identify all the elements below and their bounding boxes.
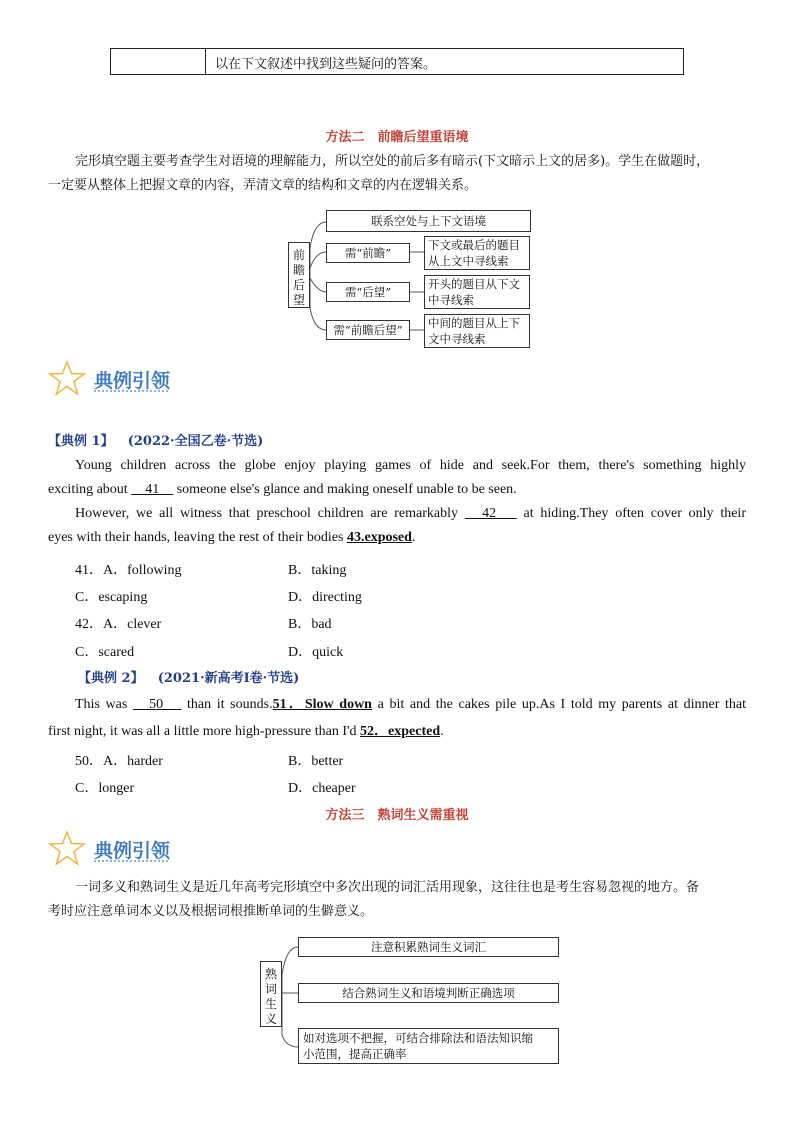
passage-text: at hiding.They often cover only their <box>516 506 746 521</box>
passage-text: a bit and the cakes pile up.As I told my parents at dinner that <box>371 697 747 712</box>
banner-title: 典例引领 <box>94 370 171 392</box>
method2-para-line2: 一定要从整体上把握文章的内容，弄清文章的结构和文章的内在逻辑关系。 <box>48 178 478 193</box>
method2-title: 方法二 前瞻后望重语境 <box>325 130 469 145</box>
option-50b[interactable]: B．better <box>288 754 344 769</box>
blank-42[interactable]: 42 <box>464 506 517 521</box>
diagram1-desc-2 <box>424 275 530 309</box>
diagram1-top-box: 联系空处与上下文语境 <box>326 210 531 232</box>
option-41a[interactable]: 41．A．following <box>75 563 182 578</box>
method3-title: 方法三 熟词生义需重视 <box>325 808 469 823</box>
root-char: 瞻 <box>292 263 305 277</box>
banner-underline <box>94 390 168 392</box>
passage-text: This was <box>75 697 133 712</box>
option-41b[interactable]: B．taking <box>288 563 347 578</box>
root-char: 词 <box>264 982 277 996</box>
blank-50[interactable]: 50 <box>132 697 182 712</box>
passage-text: eyes with their hands, leaving the rest of their bodies <box>48 530 347 545</box>
table-cell-text: 以在下文叙述中找到这些疑问的答案。 <box>215 57 437 72</box>
desc-line: 中间的题目从上下 <box>428 316 520 330</box>
root-char: 义 <box>264 1012 277 1026</box>
banner-underline <box>94 860 168 862</box>
method3-diagram <box>258 935 562 1067</box>
example2-header <box>78 667 299 686</box>
item-line: 如对选项不把握，可结合排除法和语法知识缩 <box>303 1031 533 1045</box>
option-42a[interactable]: 42．A．clever <box>75 617 162 632</box>
example2-source: (2021·新高考Ⅰ卷·节选) <box>157 671 300 686</box>
diagram2-item-2: 结合熟词生义和语境判断正确选项 <box>298 983 559 1003</box>
passage-line: Young children across the globe enjoy playing games of hide and seek.For them, there's something highly <box>75 458 746 473</box>
answer-43: 43.exposed <box>346 530 412 545</box>
diagram1-label-1: 需“前瞻” <box>326 243 410 263</box>
diagram1-label-3: 需“前瞻后望” <box>326 320 410 340</box>
root-char: 前 <box>292 248 305 262</box>
option-50d[interactable]: D．cheaper <box>288 781 356 796</box>
diagram2-root <box>260 961 282 1027</box>
passage-text: . <box>411 530 416 545</box>
banner-title: 典例引领 <box>94 840 171 862</box>
diagram1-desc-3 <box>424 314 530 348</box>
root-char: 后 <box>292 278 305 292</box>
diagram1-label-2: 需“后望” <box>326 282 410 302</box>
option-41c[interactable]: C．escaping <box>75 590 148 605</box>
method2-para-line1: 完形填空题主要考查学生对语境的理解能力，所以空处的前后多有暗示(下文暗示上文的居多)。学生在做题时， <box>75 154 710 169</box>
top-table <box>110 48 684 75</box>
passage-text: . <box>440 724 444 739</box>
root-char: 熟 <box>264 967 277 981</box>
method3-paragraph <box>48 876 746 924</box>
method2-diagram <box>288 208 538 348</box>
diagram1-root <box>288 242 310 308</box>
root-char: 望 <box>292 293 305 307</box>
example2-passage <box>48 691 746 745</box>
passage-text: first night, it was all a little more high-pressure than I'd <box>48 724 361 739</box>
option-42c[interactable]: C．scared <box>75 645 135 660</box>
example1-passage <box>48 454 746 550</box>
star-icon <box>48 360 86 396</box>
desc-line: 文中寻线索 <box>428 332 486 346</box>
option-50c[interactable]: C．longer <box>75 781 135 796</box>
item-line: 小范围，提高正确率 <box>303 1047 407 1061</box>
diagram1-desc-1 <box>424 236 530 270</box>
passage-text: someone else's glance and making oneself unable to be seen. <box>173 482 517 497</box>
example2-label: 【典例 2】 <box>78 671 144 686</box>
example1-label: 【典例 1】 <box>48 434 114 449</box>
answer-52: 52．expected <box>360 724 441 739</box>
option-42b[interactable]: B．bad <box>288 617 332 632</box>
desc-line: 下文或最后的题目 <box>428 238 520 252</box>
option-42d[interactable]: D．quick <box>288 645 344 660</box>
option-50a[interactable]: 50．A．harder <box>75 754 163 769</box>
desc-line: 从上文中寻线索 <box>428 254 509 268</box>
passage-text: However, we all witness that preschool children are remarkably <box>75 506 465 521</box>
table-divider <box>205 49 206 74</box>
diagram2-item-3 <box>298 1028 559 1064</box>
option-41d[interactable]: D．directing <box>288 590 362 605</box>
passage-text: exciting about <box>48 482 132 497</box>
method3-para-line1: 一词多义和熟词生义是近几年高考完形填空中多次出现的词汇活用现象，这往往也是考生容易忽视的地方。备 <box>75 880 700 895</box>
example1-header <box>48 430 263 449</box>
diagram2-item-1: 注意积累熟词生义词汇 <box>298 937 559 957</box>
root-char: 生 <box>264 997 277 1011</box>
method2-paragraph <box>48 150 746 198</box>
passage-text: than it sounds. <box>181 697 273 712</box>
method3-para-line2: 考时应注意单词本义以及根据词根推断单词的生僻意义。 <box>48 904 374 919</box>
answer-51: 51．Slow down <box>272 697 372 712</box>
blank-41[interactable]: 41 <box>131 482 174 497</box>
star-icon <box>48 830 86 866</box>
desc-line: 开头的题目从下文 <box>428 277 520 291</box>
desc-line: 中寻线索 <box>428 293 474 307</box>
example1-source: (2022·全国乙卷·节选) <box>127 434 264 449</box>
